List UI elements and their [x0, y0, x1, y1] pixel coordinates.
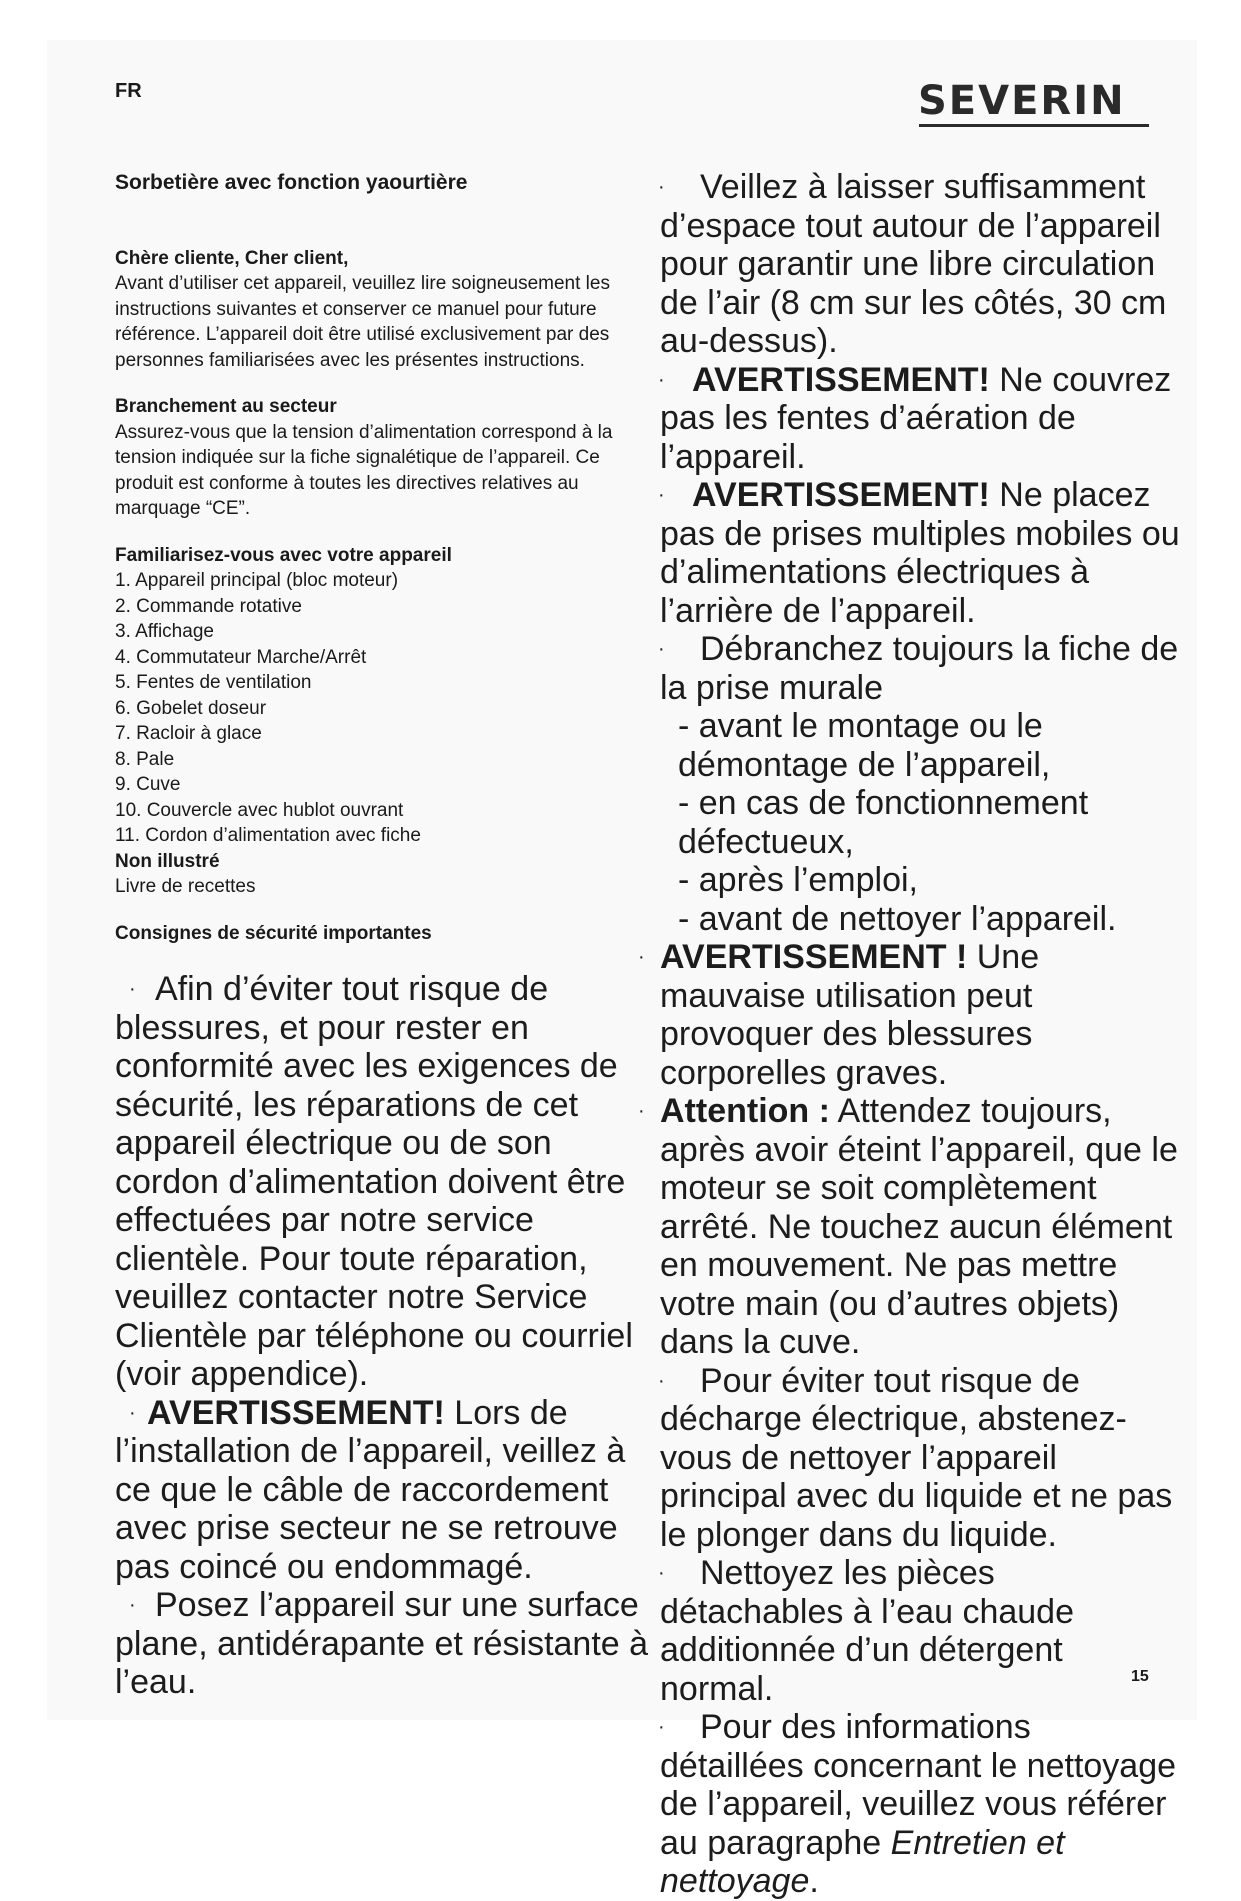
language-code: FR — [115, 80, 142, 102]
safety-item-text: Posez l’appareil sur une surface plane, antidérapante et résistante à l’eau. — [115, 1586, 649, 1701]
logo-underline — [919, 124, 1149, 127]
bullet-icon: · — [658, 176, 665, 198]
safety-item-text: Ne placez pas de prises multiples mobiles ou d’alimentations électriques à l’arrière de l’appareil. — [660, 476, 1180, 630]
bullet-icon: · — [129, 1594, 136, 1616]
safety-item-lead: AVERTISSEMENT! — [147, 1393, 445, 1432]
safety-heading-section — [115, 921, 635, 947]
safety-item — [638, 938, 1180, 1092]
brand-logo: SEVERIN — [918, 78, 1126, 124]
cleaning-ref-link: Entretien et nettoyage — [660, 1823, 1065, 1900]
bullet-icon: · — [658, 1716, 665, 1738]
list-item: 10. Couvercle avec hublot ouvrant — [115, 799, 404, 821]
safety-item-text: Pour éviter tout risque de décharge électrique, abstenez-vous de nettoyer l’appareil principal avec du liquide et ne pas le plonger dans du liquide. — [660, 1361, 1173, 1554]
safety-item-lead — [660, 168, 700, 206]
list-item: 5. Fentes de ventilation — [115, 672, 312, 693]
safety-item — [660, 476, 1180, 630]
mains-heading: Branchement au secteur — [115, 396, 337, 417]
list-item: 1. Appareil principal (bloc moteur) — [115, 570, 399, 591]
bullet-icon: · — [658, 1562, 665, 1584]
safety-item — [660, 1554, 1180, 1708]
safety-item-lead: Attention : — [660, 1092, 830, 1130]
mains-text: Assurez-vous que la tension d’alimentation correspond à la tension indiquée sur la fiche signalétique de l’appareil. Ce produit est conforme à toutes les directives relatives au marquage “CE”. — [115, 421, 613, 519]
not-shown-heading: Non illustré — [115, 850, 220, 872]
safety-item — [660, 1708, 1180, 1901]
safety-list-right — [638, 168, 1180, 1901]
safety-item-unplug — [660, 630, 1180, 938]
list-item: 6. Gobelet doseur — [115, 697, 267, 719]
list-item: 9. Cuve — [115, 774, 181, 795]
safety-item — [660, 168, 1180, 361]
bullet-icon: · — [658, 638, 665, 660]
safety-item — [638, 1092, 1180, 1362]
safety-item-lead — [660, 1554, 700, 1592]
unplug-sub-2: - après l’emploi, — [678, 861, 918, 899]
safety-item-text: Afin d’éviter tout risque de blessures, et pour rester en conformité avec les exigences de sécurité, les réparations de cet appareil électrique ou de son cordon d’alimentation doivent être effectuées par notre service clientèle. Pour toute réparation, veuillez contacter notre Service Clientèle par téléphone ou courriel (voir appendice). — [115, 970, 633, 1393]
unplug-text: Débranchez toujours la fiche de la prise murale — [660, 630, 1179, 707]
safety-list-left — [115, 970, 655, 1702]
unplug-sub-3: - avant de nettoyer l’appareil. — [678, 899, 1117, 938]
safety-item-lead: AVERTISSEMENT! — [692, 360, 990, 399]
right-column — [638, 168, 1180, 1901]
bullet-icon: · — [638, 946, 645, 968]
list-item: 3. Affichage — [115, 621, 214, 642]
bullet-icon: · — [638, 1100, 645, 1122]
left-column-safety — [115, 970, 655, 1702]
parts-heading: Familiarisez-vous avec votre appareil — [115, 544, 452, 566]
not-shown-text: Livre de recettes — [115, 876, 256, 897]
safety-item — [660, 1362, 1180, 1555]
list-item: 4. Commutateur Marche/Arrêt — [115, 646, 367, 668]
safety-item — [660, 361, 1180, 477]
page-number: 15 — [1131, 1668, 1149, 1685]
safety-item-text: Lors de l’installation de l’appareil, veillez à ce que le câble de raccordement avec prise secteur ne se retrouve pas coincé ou endommagé. — [115, 1393, 626, 1586]
list-item: 7. Racloir à glace — [115, 723, 262, 744]
cleaning-ref-text: Pour des informations détaillées concernant le nettoyage de l’appareil, veuillez vous référer au paragraphe — [660, 1708, 1177, 1862]
safety-item-lead — [660, 1362, 700, 1400]
cleaning-ref-end: . — [809, 1862, 819, 1900]
safety-item-text: Une mauvaise utilisation peut provoquer des blessures corporelles graves. — [660, 938, 1040, 1092]
safety-heading: Consignes de sécurité importantes — [115, 922, 432, 944]
list-item: 11. Cordon d’alimentation avec fiche — [115, 825, 421, 846]
list-item: 2. Commande rotative — [115, 595, 302, 617]
bullet-icon: · — [129, 1401, 136, 1424]
unplug-sub-0: - avant le montage ou le démontage de l’appareil, — [678, 707, 1051, 784]
safety-item-text: Ne couvrez pas les fentes d’aération de l’appareil. — [660, 360, 1172, 476]
safety-item — [115, 1586, 655, 1702]
document-title: Sorbetière avec fonction yaourtière — [115, 171, 468, 194]
greeting-section — [115, 246, 635, 374]
unplug-sub-1: - en cas de fonctionnement défectueux, — [678, 784, 1089, 861]
bullet-icon: · — [658, 484, 665, 506]
safety-item-lead: AVERTISSEMENT ! — [660, 938, 968, 976]
bullet-icon: · — [658, 368, 665, 391]
safety-item — [115, 1394, 655, 1587]
safety-item-text: Attendez toujours, après avoir éteint l’appareil, que le moteur se soit complètement arrêté. Ne touchez aucun élément en mouvement. Ne pas mettre votre main (ou d’autres objets) dans la cuve. — [660, 1092, 1178, 1361]
greeting-heading: Chère cliente, Cher client, — [115, 247, 349, 269]
list-item: 8. Pale — [115, 748, 175, 770]
greeting-text: Avant d’utiliser cet appareil, veuillez lire soigneusement les instructions suivantes et conserver ce manuel pour future référence. L’appareil doit être utilisé exclusivement par des personnes familiarisées avec les présentes instructions. — [115, 273, 610, 371]
safety-item-text: Nettoyez les pièces détachables à l’eau chaude additionnée d’un détergent normal. — [660, 1554, 1074, 1708]
parts-list — [115, 568, 635, 849]
left-column-intro — [115, 170, 635, 946]
safety-item — [115, 970, 655, 1394]
safety-item-text: Veillez à laisser suffisamment d’espace tout autour de l’appareil pour garantir une libre circulation de l’air (8 cm sur les côtés, 30 cm au-dessus). — [660, 168, 1167, 360]
parts-section — [115, 543, 635, 900]
bullet-icon: · — [658, 1369, 665, 1392]
bullet-icon: · — [129, 978, 136, 1000]
safety-item-lead: AVERTISSEMENT! — [692, 476, 990, 514]
mains-section — [115, 394, 635, 522]
